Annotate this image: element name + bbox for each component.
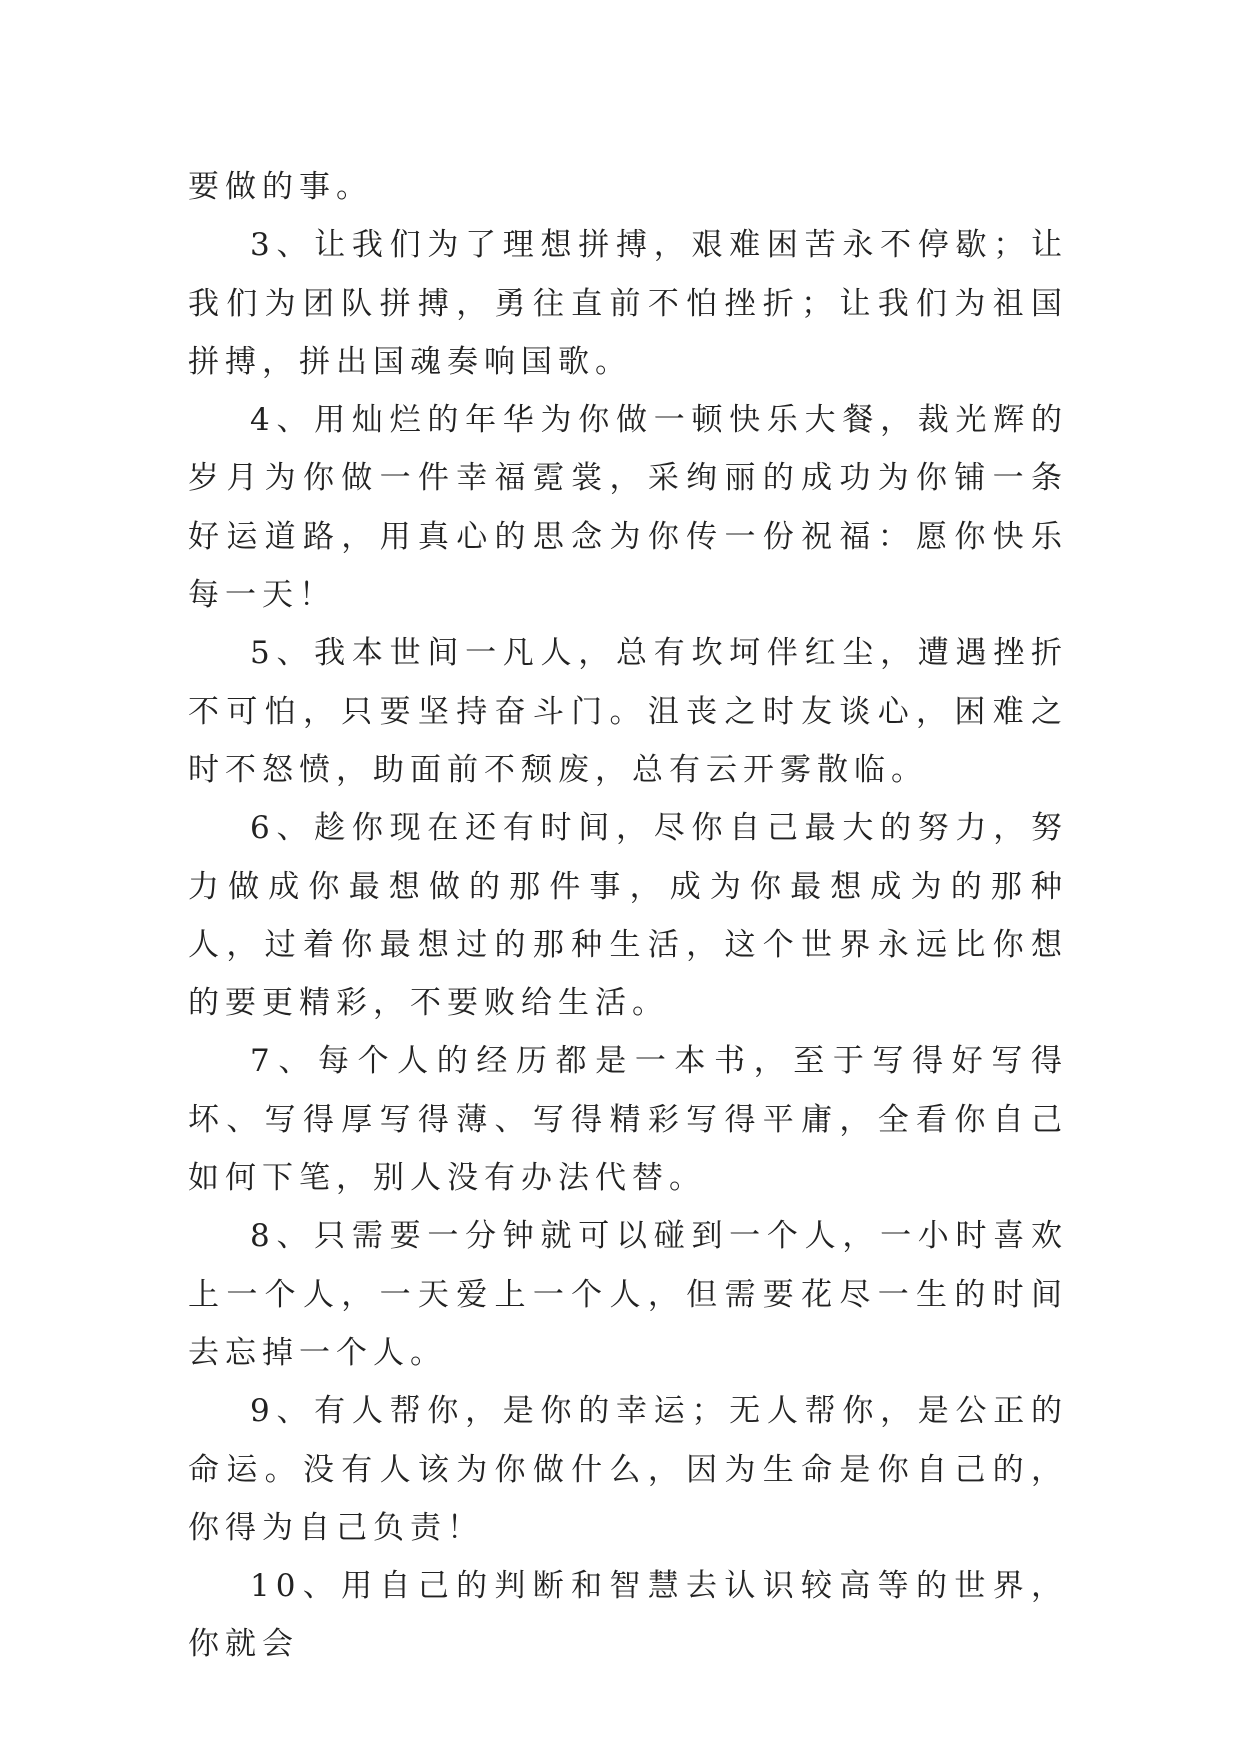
paragraph-item-5: 5、我本世间一凡人，总有坎坷伴红尘，遭遇挫折不可怕，只要坚持奋斗门。沮丧之时友谈心，困难之时不怒愤，助面前不颓废，总有云开雾散临。 — [188, 635, 1068, 788]
paragraph-item-4: 4、用灿烂的年华为你做一顿快乐大餐，裁光辉的岁月为你做一件幸福霓裳，采绚丽的成功为你铺一条好运道路，用真心的思念为你传一份祝福：愿你快乐每一天！ — [188, 402, 1068, 614]
paragraph-item-3: 3、让我们为了理想拼搏，艰难困苦永不停歇；让我们为团队拼搏，勇往直前不怕挫折；让我们为祖国拼搏，拼出国魂奏响国歌。 — [188, 227, 1068, 380]
paragraph-item-7: 7、每个人的经历都是一本书，至于写得好写得坏、写得厚写得薄、写得精彩写得平庸，全看你自己如何下笔，别人没有办法代替。 — [188, 1043, 1068, 1197]
paragraph-item-6: 6、趁你现在还有时间，尽你自己最大的努力，努力做成你最想做的那件事，成为你最想成为的那种人，过着你最想过的那种生活，这个世界永远比你想的要更精彩，不要败给生活。 — [188, 810, 1068, 1022]
paragraph-item-10: 10、用自己的判断和智慧去认识较高等的世界，你就会 — [188, 1568, 1068, 1663]
paragraph-item-8: 8、只需要一分钟就可以碰到一个人，一小时喜欢上一个人，一天爱上一个人，但需要花尽一生的时间去忘掉一个人。 — [188, 1218, 1068, 1371]
paragraph-item-9: 9、有人帮你，是你的幸运；无人帮你，是公正的命运。没有人该为你做什么，因为生命是你自己的，你得为自己负责！ — [188, 1393, 1068, 1546]
document-body — [188, 158, 1068, 1674]
paragraph-continuation: 要做的事。 — [188, 169, 373, 205]
